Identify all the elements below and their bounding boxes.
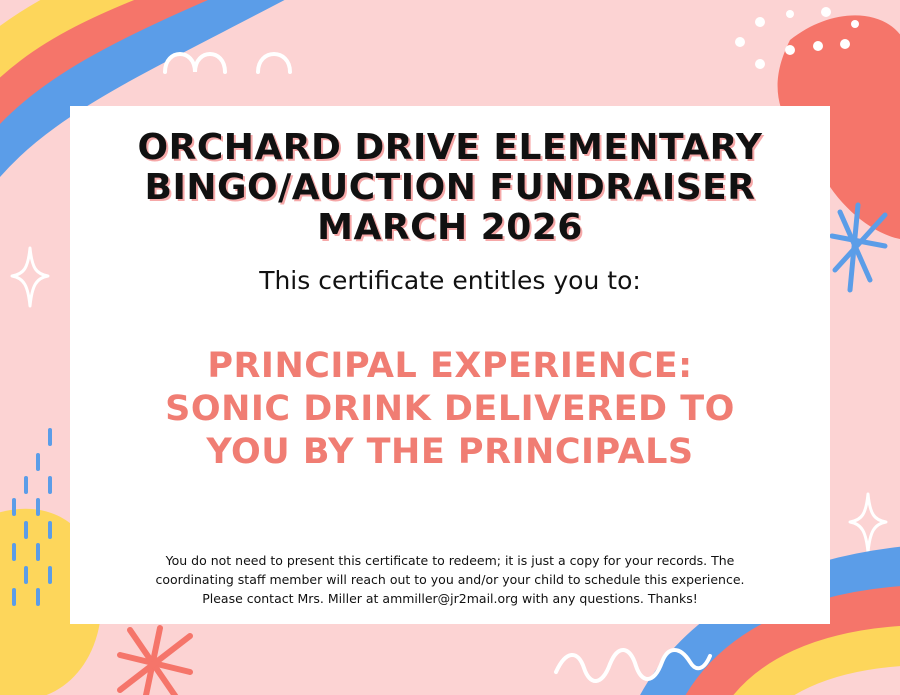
prize-line-2: SONIC DRINK DELIVERED TO xyxy=(165,389,735,429)
sparkle-icon xyxy=(12,248,48,306)
prize-line-1: PRINCIPAL EXPERIENCE: xyxy=(207,346,693,386)
sparkle-icon-right xyxy=(850,494,886,552)
heading-event: BINGO/AUCTION FUNDRAISER xyxy=(144,167,756,208)
arch-squiggle xyxy=(165,54,290,72)
heading-school: ORCHARD DRIVE ELEMENTARY xyxy=(137,127,763,168)
heading-date: MARCH 2026 xyxy=(317,207,583,248)
fine-print-line-1: You do not need to present this certificate to redeem; it is just a copy for your records. The xyxy=(165,553,735,568)
fine-print-line-3: Please contact Mrs. Miller at ammiller@jr2mail.org with any questions. Thanks! xyxy=(202,591,698,606)
fine-print-line-2: coordinating staff member will reach out to you and/or your child to schedule this experience. xyxy=(155,572,745,587)
certificate-card xyxy=(70,106,830,624)
prize-line-3: YOU BY THE PRINCIPALS xyxy=(206,432,694,472)
coral-starburst xyxy=(120,628,190,695)
entitles-text: This certificate entitles you to: xyxy=(259,266,641,295)
